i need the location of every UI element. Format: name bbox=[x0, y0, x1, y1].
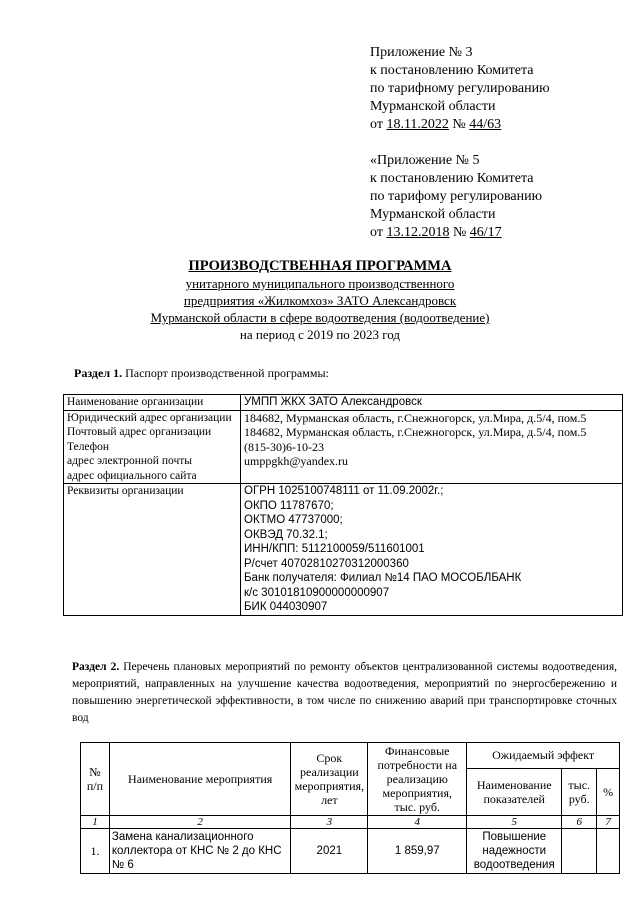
row-indicator: Повышение надежности водоотведения bbox=[467, 829, 562, 874]
phone-label: Телефон bbox=[67, 440, 110, 453]
appendix-date: 18.11.2022 bbox=[386, 117, 449, 132]
section1-label: Раздел 1. bbox=[74, 366, 123, 380]
appendix-line: по тарифному регулированию bbox=[370, 81, 550, 96]
header-finance: Финансовые потребности на реализацию мероприятия, тыс. руб. bbox=[368, 743, 467, 816]
date-prefix: от bbox=[370, 117, 383, 132]
table-header-row bbox=[81, 743, 620, 769]
column-number: 7 bbox=[597, 816, 620, 829]
requisite-line: ОКПО 11787670; bbox=[244, 499, 334, 512]
requisite-line: ИНН/КПП: 5112100059/511601001 bbox=[244, 543, 425, 555]
appendix-line: «Приложение № 5 bbox=[370, 153, 480, 168]
section2-heading bbox=[72, 659, 617, 727]
appendix-current bbox=[370, 44, 550, 134]
requisite-line: Банк получателя: Филиал №14 ПАО МОСОБЛБАНК bbox=[244, 572, 522, 584]
requisite-line: Р/счет 40702810270312000360 bbox=[244, 557, 409, 570]
email-value: umppgkh@yandex.ru bbox=[244, 454, 349, 468]
contacts-labels bbox=[64, 410, 241, 484]
section1-text: Паспорт производственной программы: bbox=[125, 366, 329, 380]
column-number: 3 bbox=[291, 816, 368, 829]
column-number: 2 bbox=[109, 816, 291, 829]
column-number: 4 bbox=[368, 816, 467, 829]
table-row bbox=[64, 484, 623, 616]
number-sign: № bbox=[452, 117, 466, 132]
column-numbers-row bbox=[81, 816, 620, 829]
title-line: предприятия «Жилкомхоз» ЗАТО Александровск bbox=[183, 293, 457, 308]
appendix-date-line bbox=[370, 116, 550, 134]
table-row bbox=[64, 410, 623, 484]
title-line: унитарного муниципального производственного bbox=[185, 276, 455, 291]
header-name: Наименование мероприятия bbox=[109, 743, 291, 816]
appendix-line: по тарифому регулированию bbox=[370, 189, 543, 204]
email-label: адрес электронной почты bbox=[67, 455, 192, 467]
number-sign: № bbox=[452, 225, 467, 240]
row-num: 1. bbox=[81, 829, 110, 874]
header-indicator: Наименование показателей bbox=[467, 768, 562, 815]
requisite-line: ОГРН 1025100748111 от 11.09.2002г.; bbox=[244, 485, 444, 497]
row-percent bbox=[597, 829, 620, 874]
appendix-number: 46/17 bbox=[469, 225, 502, 240]
legal-address-label: Юридический адрес организации bbox=[67, 411, 232, 424]
legal-address-value: 184682, Мурманская область, г.Снежногорск, ул.Мира, д.5/4, пом.5 bbox=[244, 410, 587, 425]
measures-table bbox=[80, 742, 620, 874]
postal-address-label: Почтовый адрес организации bbox=[67, 426, 212, 438]
requisite-line: ОКТМО 47737000; bbox=[244, 514, 343, 526]
appendix-line: к постановлению Комитета bbox=[370, 63, 534, 78]
title-line: Мурманской области в сфере водоотведения (водоотведение) bbox=[150, 310, 490, 325]
column-number: 1 bbox=[81, 816, 110, 829]
appendix-line: к постановлению Комитета bbox=[370, 171, 534, 186]
row-finance: 1 859,97 bbox=[368, 829, 467, 874]
org-name-label: Наименование организации bbox=[64, 395, 241, 411]
appendix-number: 44/63 bbox=[469, 117, 502, 132]
phone-value: (815-30)6-10-23 bbox=[244, 439, 324, 454]
column-number: 6 bbox=[562, 816, 597, 829]
appendix-date-line bbox=[370, 224, 542, 242]
column-number: 5 bbox=[467, 816, 562, 829]
title-main: ПРОИЗВОДСТВЕННАЯ ПРОГРАММА bbox=[188, 258, 452, 274]
website-label: адрес официального сайта bbox=[67, 469, 197, 482]
postal-address-value: 184682, Мурманская область, г.Снежногорск, ул.Мира, д.5/4, пом.5 bbox=[244, 425, 587, 439]
row-rub bbox=[562, 829, 597, 874]
org-name-value: УМПП ЖКХ ЗАТО Александровск bbox=[241, 395, 623, 411]
requisite-line: к/с 30101810900000000907 bbox=[244, 586, 390, 599]
appendix-line: Приложение № 3 bbox=[370, 45, 473, 60]
header-percent: % bbox=[597, 768, 620, 815]
title-line: на период с 2019 по 2023 год bbox=[239, 327, 401, 342]
contacts-values bbox=[241, 410, 623, 484]
appendix-original bbox=[370, 152, 542, 242]
row-name: Замена канализационного коллектора от КНС № 2 до КНС № 6 bbox=[109, 829, 291, 874]
date-prefix: от bbox=[370, 225, 383, 240]
appendix-line: Мурманской области bbox=[370, 207, 496, 222]
header-num: № п/п bbox=[81, 743, 110, 816]
passport-table bbox=[63, 394, 623, 616]
header-term: Срок реализации мероприятия, лет bbox=[291, 743, 368, 816]
table-row bbox=[81, 829, 620, 874]
section1-heading bbox=[74, 366, 329, 381]
section2-text: Перечень плановых мероприятий по ремонту объектов централизованной системы водоотведения, мероприятий, направленных на улучшение качества водоотведения, мероприятий по энергосбережению и повышению энергетической эффективности, в том числе по снижению аварий при транспортировке сточных вод bbox=[72, 661, 618, 724]
row-term: 2021 bbox=[291, 829, 368, 874]
requisite-line: БИК 044030907 bbox=[244, 601, 328, 613]
requisites-label: Реквизиты организации bbox=[64, 484, 241, 616]
header-rub: тыс. руб. bbox=[562, 768, 597, 815]
table-row bbox=[64, 395, 623, 411]
header-effect: Ожидаемый эффект bbox=[467, 743, 620, 769]
section2-label: Раздел 2. bbox=[72, 661, 120, 673]
requisites-values bbox=[241, 484, 623, 616]
appendix-date: 13.12.2018 bbox=[386, 225, 450, 240]
document-title bbox=[0, 258, 640, 343]
requisite-line: ОКВЭД 70.32.1; bbox=[244, 528, 328, 541]
appendix-line: Мурманской области bbox=[370, 99, 496, 114]
